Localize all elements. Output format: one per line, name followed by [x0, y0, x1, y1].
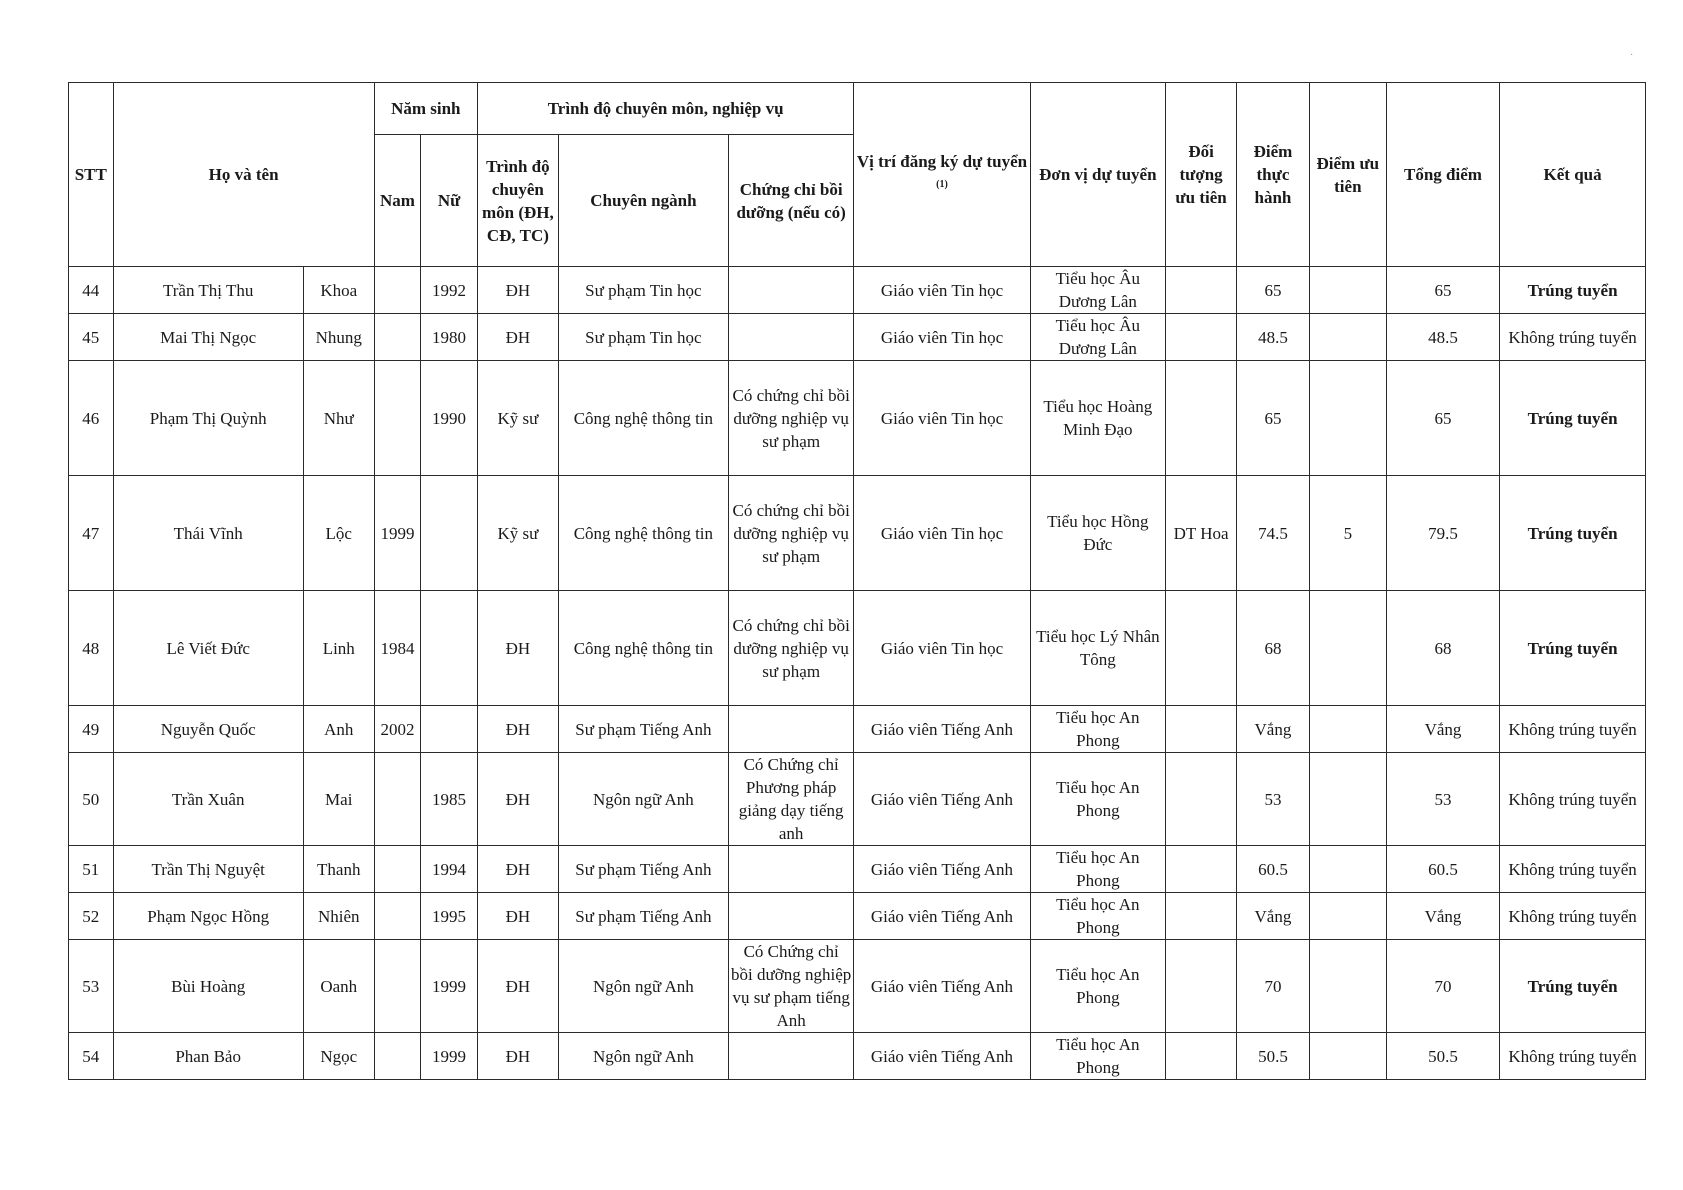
cell-result: Không trúng tuyển: [1500, 706, 1646, 753]
cell-stt: 53: [69, 940, 114, 1033]
header-qualification-group: Trình độ chuyên môn, nghiệp vụ: [477, 83, 854, 135]
cell-practical-score: 74.5: [1237, 476, 1310, 591]
cell-given-name: Nhiên: [303, 893, 374, 940]
cell-position: Giáo viên Tiếng Anh: [854, 706, 1030, 753]
cell-total-score: 53: [1386, 753, 1499, 846]
header-name: Họ và tên: [113, 83, 374, 267]
cell-certificate: [728, 314, 854, 361]
cell-level: ĐH: [477, 267, 558, 314]
cell-position: Giáo viên Tiếng Anh: [854, 753, 1030, 846]
cell-major: Ngôn ngữ Anh: [558, 1033, 728, 1080]
cell-birth-female: 1999: [421, 1033, 478, 1080]
cell-birth-female: [421, 476, 478, 591]
header-unit: Đơn vị dự tuyển: [1030, 83, 1166, 267]
cell-priority-group: [1166, 893, 1237, 940]
cell-given-name: Thanh: [303, 846, 374, 893]
table-row: [69, 846, 1646, 893]
cell-birth-male: [374, 846, 421, 893]
cell-certificate: [728, 846, 854, 893]
cell-priority-group: [1166, 591, 1237, 706]
cell-result: Không trúng tuyển: [1500, 314, 1646, 361]
cell-birth-female: 1985: [421, 753, 478, 846]
header-female: Nữ: [421, 135, 478, 267]
header-male: Nam: [374, 135, 421, 267]
cell-practical-score: 65: [1237, 267, 1310, 314]
cell-major: Sư phạm Tiếng Anh: [558, 846, 728, 893]
cell-surname: Phan Bảo: [113, 1033, 303, 1080]
cell-birth-male: [374, 893, 421, 940]
cell-unit: Tiểu học An Phong: [1030, 940, 1166, 1033]
cell-priority-group: [1166, 314, 1237, 361]
header-practical-score: Điểm thực hành: [1237, 83, 1310, 267]
cell-certificate: Có chứng chỉ bồi dưỡng nghiệp vụ sư phạm: [728, 591, 854, 706]
cell-priority-score: [1309, 1033, 1386, 1080]
cell-major: Công nghệ thông tin: [558, 476, 728, 591]
cell-priority-score: [1309, 753, 1386, 846]
cell-surname: Thái Vĩnh: [113, 476, 303, 591]
results-table: [68, 82, 1646, 1080]
cell-birth-male: [374, 314, 421, 361]
cell-result: Không trúng tuyển: [1500, 1033, 1646, 1080]
cell-stt: 47: [69, 476, 114, 591]
cell-result: Trúng tuyển: [1500, 591, 1646, 706]
cell-priority-score: [1309, 940, 1386, 1033]
cell-birth-male: 1999: [374, 476, 421, 591]
table-row: [69, 361, 1646, 476]
cell-birth-male: 1984: [374, 591, 421, 706]
cell-birth-female: [421, 591, 478, 706]
cell-certificate: [728, 706, 854, 753]
cell-priority-score: [1309, 361, 1386, 476]
cell-position: Giáo viên Tin học: [854, 476, 1030, 591]
cell-birth-male: 2002: [374, 706, 421, 753]
cell-unit: Tiểu học An Phong: [1030, 893, 1166, 940]
table-row: [69, 940, 1646, 1033]
cell-birth-male: [374, 267, 421, 314]
cell-total-score: 65: [1386, 361, 1499, 476]
header-birth-year: Năm sinh: [374, 83, 477, 135]
cell-surname: Bùi Hoàng: [113, 940, 303, 1033]
table-row: [69, 706, 1646, 753]
cell-stt: 52: [69, 893, 114, 940]
cell-result: Trúng tuyển: [1500, 267, 1646, 314]
cell-position: Giáo viên Tiếng Anh: [854, 893, 1030, 940]
cell-position: Giáo viên Tin học: [854, 267, 1030, 314]
cell-stt: 49: [69, 706, 114, 753]
cell-unit: Tiểu học Hồng Đức: [1030, 476, 1166, 591]
cell-stt: 46: [69, 361, 114, 476]
cell-birth-female: 1992: [421, 267, 478, 314]
table-row: [69, 893, 1646, 940]
cell-result: Trúng tuyển: [1500, 940, 1646, 1033]
cell-surname: Mai Thị Ngọc: [113, 314, 303, 361]
cell-surname: Phạm Ngọc Hồng: [113, 893, 303, 940]
cell-total-score: 50.5: [1386, 1033, 1499, 1080]
cell-given-name: Như: [303, 361, 374, 476]
cell-total-score: 60.5: [1386, 846, 1499, 893]
header-priority-group: Đối tượng ưu tiên: [1166, 83, 1237, 267]
cell-stt: 51: [69, 846, 114, 893]
cell-surname: Trần Xuân: [113, 753, 303, 846]
cell-major: Công nghệ thông tin: [558, 361, 728, 476]
cell-level: ĐH: [477, 940, 558, 1033]
results-body: [69, 267, 1646, 1080]
cell-practical-score: 68: [1237, 591, 1310, 706]
cell-given-name: Oanh: [303, 940, 374, 1033]
cell-level: ĐH: [477, 1033, 558, 1080]
cell-certificate: Có Chứng chỉ Phương pháp giảng dạy tiếng anh: [728, 753, 854, 846]
cell-level: ĐH: [477, 314, 558, 361]
header-priority-score: Điểm ưu tiên: [1309, 83, 1386, 267]
cell-priority-group: [1166, 267, 1237, 314]
cell-birth-male: [374, 940, 421, 1033]
cell-level: ĐH: [477, 846, 558, 893]
cell-priority-group: [1166, 706, 1237, 753]
cell-priority-score: [1309, 314, 1386, 361]
cell-result: Không trúng tuyển: [1500, 753, 1646, 846]
cell-priority-group: DT Hoa: [1166, 476, 1237, 591]
cell-position: Giáo viên Tiếng Anh: [854, 846, 1030, 893]
cell-priority-score: 5: [1309, 476, 1386, 591]
cell-stt: 44: [69, 267, 114, 314]
header-certificate: Chứng chỉ bồi dưỡng (nếu có): [728, 135, 854, 267]
cell-position: Giáo viên Tin học: [854, 361, 1030, 476]
cell-unit: Tiểu học Lý Nhân Tông: [1030, 591, 1166, 706]
cell-stt: 45: [69, 314, 114, 361]
cell-unit: Tiểu học An Phong: [1030, 753, 1166, 846]
cell-practical-score: Vắng: [1237, 893, 1310, 940]
cell-level: ĐH: [477, 591, 558, 706]
cell-unit: Tiểu học Âu Dương Lân: [1030, 267, 1166, 314]
cell-total-score: Vắng: [1386, 706, 1499, 753]
cell-practical-score: 53: [1237, 753, 1310, 846]
cell-practical-score: 48.5: [1237, 314, 1310, 361]
cell-surname: Lê Viết Đức: [113, 591, 303, 706]
cell-surname: Phạm Thị Quỳnh: [113, 361, 303, 476]
cell-level: ĐH: [477, 893, 558, 940]
cell-stt: 48: [69, 591, 114, 706]
cell-total-score: Vắng: [1386, 893, 1499, 940]
header-position: [854, 83, 1030, 267]
cell-result: Không trúng tuyển: [1500, 846, 1646, 893]
cell-given-name: Linh: [303, 591, 374, 706]
cell-certificate: Có chứng chỉ bồi dưỡng nghiệp vụ sư phạm: [728, 361, 854, 476]
cell-given-name: Anh: [303, 706, 374, 753]
cell-priority-group: [1166, 1033, 1237, 1080]
cell-major: Sư phạm Tiếng Anh: [558, 893, 728, 940]
cell-practical-score: 65: [1237, 361, 1310, 476]
cell-given-name: Ngọc: [303, 1033, 374, 1080]
cell-stt: 50: [69, 753, 114, 846]
table-row: [69, 476, 1646, 591]
cell-certificate: Có Chứng chỉ bồi dưỡng nghiệp vụ sư phạm tiếng Anh: [728, 940, 854, 1033]
cell-priority-score: [1309, 267, 1386, 314]
cell-unit: Tiểu học An Phong: [1030, 706, 1166, 753]
cell-position: Giáo viên Tin học: [854, 314, 1030, 361]
header-position-label: Vị trí đăng ký dự tuyển: [856, 151, 1028, 171]
results-sheet: [68, 82, 1646, 1080]
table-row: [69, 314, 1646, 361]
cell-certificate: [728, 1033, 854, 1080]
cell-birth-female: 1990: [421, 361, 478, 476]
cell-birth-female: 1999: [421, 940, 478, 1033]
table-row: [69, 753, 1646, 846]
cell-priority-score: [1309, 846, 1386, 893]
cell-result: Trúng tuyển: [1500, 476, 1646, 591]
cell-surname: Trần Thị Thu: [113, 267, 303, 314]
cell-certificate: [728, 267, 854, 314]
cell-birth-female: 1994: [421, 846, 478, 893]
cell-practical-score: 60.5: [1237, 846, 1310, 893]
cell-practical-score: 70: [1237, 940, 1310, 1033]
cell-result: Không trúng tuyển: [1500, 893, 1646, 940]
cell-given-name: Khoa: [303, 267, 374, 314]
cell-position: Giáo viên Tiếng Anh: [854, 1033, 1030, 1080]
cell-position: Giáo viên Tin học: [854, 591, 1030, 706]
header-level: Trình độ chuyên môn (ĐH, CĐ, TC): [477, 135, 558, 267]
cell-birth-male: [374, 1033, 421, 1080]
cell-priority-score: [1309, 591, 1386, 706]
cell-practical-score: Vắng: [1237, 706, 1310, 753]
cell-major: Ngôn ngữ Anh: [558, 753, 728, 846]
cell-birth-male: [374, 753, 421, 846]
cell-total-score: 68: [1386, 591, 1499, 706]
cell-level: Kỹ sư: [477, 476, 558, 591]
cell-major: Sư phạm Tiếng Anh: [558, 706, 728, 753]
cell-certificate: [728, 893, 854, 940]
cell-priority-score: [1309, 893, 1386, 940]
cell-major: Ngôn ngữ Anh: [558, 940, 728, 1033]
cell-birth-male: [374, 361, 421, 476]
cell-total-score: 79.5: [1386, 476, 1499, 591]
cell-major: Công nghệ thông tin: [558, 591, 728, 706]
cell-practical-score: 50.5: [1237, 1033, 1310, 1080]
header-total-score: Tổng điểm: [1386, 83, 1499, 267]
scan-speck: ·: [1630, 50, 1634, 61]
cell-priority-group: [1166, 846, 1237, 893]
header-position-note: (1): [936, 178, 948, 190]
cell-stt: 54: [69, 1033, 114, 1080]
cell-given-name: Nhung: [303, 314, 374, 361]
header-stt: STT: [69, 83, 114, 267]
cell-surname: Nguyễn Quốc: [113, 706, 303, 753]
cell-total-score: 48.5: [1386, 314, 1499, 361]
cell-priority-group: [1166, 940, 1237, 1033]
cell-birth-female: 1980: [421, 314, 478, 361]
cell-unit: Tiểu học Hoàng Minh Đạo: [1030, 361, 1166, 476]
cell-priority-score: [1309, 706, 1386, 753]
cell-birth-female: 1995: [421, 893, 478, 940]
cell-total-score: 65: [1386, 267, 1499, 314]
header-major: Chuyên ngành: [558, 135, 728, 267]
header-result: Kết quả: [1500, 83, 1646, 267]
cell-level: ĐH: [477, 753, 558, 846]
cell-given-name: Lộc: [303, 476, 374, 591]
table-row: [69, 1033, 1646, 1080]
cell-major: Sư phạm Tin học: [558, 267, 728, 314]
cell-given-name: Mai: [303, 753, 374, 846]
cell-certificate: Có chứng chỉ bồi dưỡng nghiệp vụ sư phạm: [728, 476, 854, 591]
table-row: [69, 267, 1646, 314]
cell-level: ĐH: [477, 706, 558, 753]
cell-position: Giáo viên Tiếng Anh: [854, 940, 1030, 1033]
cell-unit: Tiểu học Âu Dương Lân: [1030, 314, 1166, 361]
cell-total-score: 70: [1386, 940, 1499, 1033]
table-row: [69, 591, 1646, 706]
cell-unit: Tiểu học An Phong: [1030, 1033, 1166, 1080]
cell-priority-group: [1166, 361, 1237, 476]
cell-level: Kỹ sư: [477, 361, 558, 476]
cell-result: Trúng tuyển: [1500, 361, 1646, 476]
cell-surname: Trần Thị Nguyệt: [113, 846, 303, 893]
cell-major: Sư phạm Tin học: [558, 314, 728, 361]
cell-unit: Tiểu học An Phong: [1030, 846, 1166, 893]
cell-priority-group: [1166, 753, 1237, 846]
cell-birth-female: [421, 706, 478, 753]
